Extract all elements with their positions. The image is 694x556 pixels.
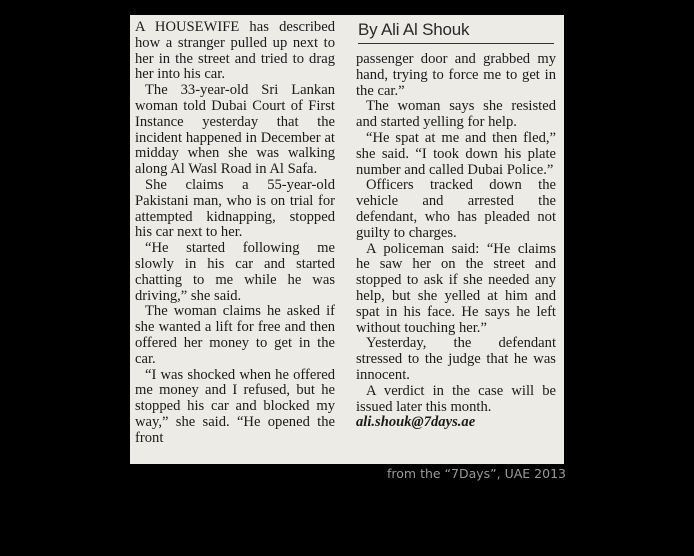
article-paragraph: A verdict in the case will be issued later this month. bbox=[356, 382, 556, 415]
article-paragraph: passenger door and grabbed my hand, trying to force me to get in the car.” bbox=[356, 51, 556, 99]
article-paragraph: Officers tracked down the vehicle and arrested the defendant, who has pleaded not guilty to charges. bbox=[356, 177, 556, 241]
article-paragraph: “He started following me slowly in his car and started chatting to me while he was driving,” she said. bbox=[135, 240, 335, 304]
article-paragraph: The woman says she resisted and started yelling for help. bbox=[356, 98, 556, 131]
article-paragraph: The woman claims he asked if she wanted a lift for free and then offered her money to get in the car. bbox=[135, 303, 335, 367]
article-paragraph: A policeman said: “He claims he saw her on the street and stopped to ask if she needed any help, but she yelled at him and spat in his face. He says he left without touching her.” bbox=[356, 240, 556, 336]
article-paragraph: A HOUSEWIFE has described how a stranger pulled up next to her in the street and tried to drag her into his car. bbox=[135, 19, 335, 83]
article-paragraph: Yesterday, the defendant stressed to the judge that he was innocent. bbox=[356, 335, 556, 383]
source-credit: from the “7Days”, UAE 2013 bbox=[387, 466, 566, 481]
article-paragraph: “I was shocked when he offered me money and I refused, but he stopped his car and blocked my way,” she said. “He opened the front bbox=[135, 366, 335, 446]
article-paragraph: The 33-year-old Sri Lankan woman told Dubai Court of First Instance yesterday that the incident happened in December at midday when she was walking along Al Wasl Road in Al Safa. bbox=[135, 82, 335, 178]
article-column-left bbox=[135, 20, 335, 447]
article-column-right bbox=[356, 52, 556, 431]
newspaper-clipping bbox=[130, 15, 564, 464]
article-paragraph: She claims a 55-year-old Pakistani man, who is on trial for attempted kidnapping, stopped his car next to her. bbox=[135, 176, 335, 241]
article-paragraph: “He spat at me and then fled,” she said. “I took down his plate number and called Dubai Police.” bbox=[356, 129, 556, 178]
author-email: ali.shouk@7days.ae bbox=[356, 414, 476, 431]
article-byline: By Ali Al Shouk bbox=[358, 20, 554, 44]
